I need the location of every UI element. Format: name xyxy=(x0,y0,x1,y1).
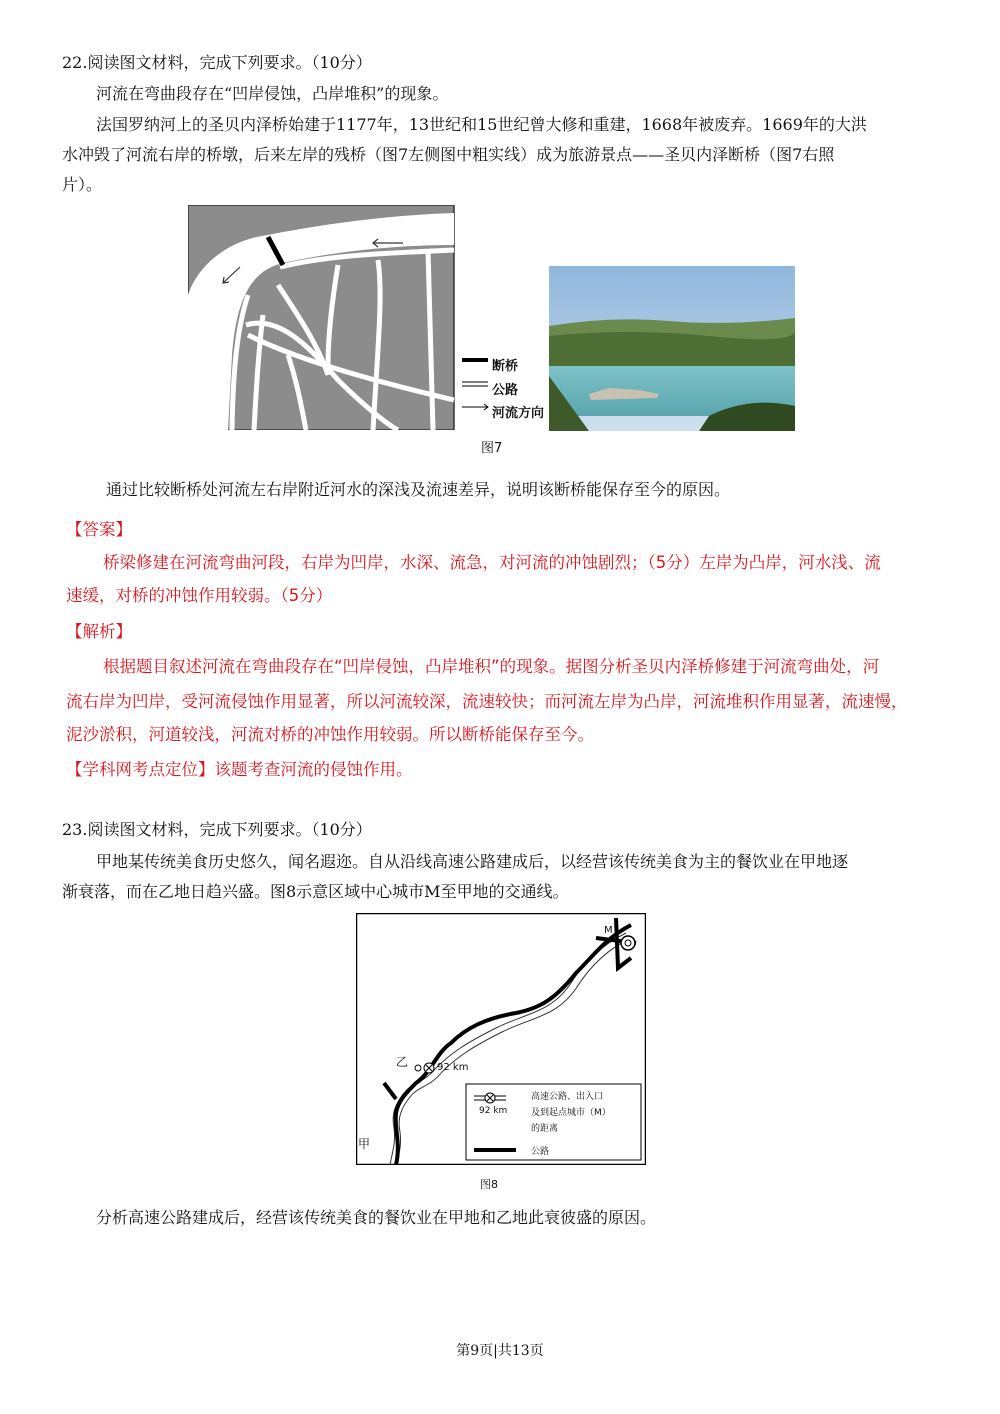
q22-kaodian: 【学科网考点定位】该题考查河流的侵蚀作用。 xyxy=(66,760,413,779)
q22-answer-line1: 桥梁修建在河流弯曲河段，右岸为凹岸，水深、流急，对河流的冲蚀剧烈；（5分）左岸为凸岸，河水浅、流 xyxy=(103,553,881,572)
q22-para2-line3: 片）。 xyxy=(62,175,103,194)
figure8-map xyxy=(356,913,646,1165)
legend-highway-line3: 的距离 xyxy=(531,1124,559,1134)
q22-answer-line2: 速缓，对桥的冲蚀作用较弱。（5分） xyxy=(66,586,333,605)
q22-para2-line2: 水冲毁了河流右岸的桥墩，后来左岸的残桥（图7左侧图中粗实线）成为旅游景点——圣贝内泽断桥（图7右照 xyxy=(62,145,835,164)
legend-road: 公路 xyxy=(492,383,519,398)
q22-analysis-line3: 泥沙淤积，河道较浅，河流对桥的冲蚀作用较弱。所以断桥能保存至今。 xyxy=(66,725,594,744)
q22-analysis-label: 【解析】 xyxy=(66,622,132,641)
legend-road-8: 公路 xyxy=(531,1147,550,1157)
q23-para1-line2: 渐衰落，而在乙地日趋兴盛。图8示意区域中心城市M至甲地的交通线。 xyxy=(62,882,569,901)
map-label-m: M xyxy=(604,925,613,936)
q22-answer-label: 【答案】 xyxy=(66,520,132,539)
page-footer: 第9页|共13页 xyxy=(456,1343,544,1359)
q22-question: 通过比较断桥处河流左右岸附近河水的深浅及流速差异，说明该断桥能保存至今的原因。 xyxy=(106,480,731,499)
q23-question: 分析高速公路建成后，经营该传统美食的餐饮业在甲地和乙地此衰彼盛的原因。 xyxy=(96,1208,657,1227)
legend-highway-line1: 高速公路、出入口 xyxy=(531,1092,604,1102)
q22-analysis-line1: 根据题目叙述河流在弯曲段存在“凹岸侵蚀，凸岸堆积”的现象。据图分析圣贝内泽桥修建于河流弯曲处，河 xyxy=(103,657,880,676)
q22-title: 22.阅读图文材料，完成下列要求。（10分） xyxy=(62,53,372,72)
map-label-yi: 乙 xyxy=(396,1055,409,1069)
legend-distance: 92 km xyxy=(479,1106,508,1116)
figure7-photo xyxy=(549,266,795,431)
q23-para1-line1: 甲地某传统美食历史悠久，闻名遐迩。自从沿线高速公路建成后，以经营该传统美食为主的餐饮业在甲地逐 xyxy=(96,852,849,871)
q22-analysis-line2: 流右岸为凹岸，受河流侵蚀作用显著，所以河流较深，流速较快；而河流左岸为凸岸，河流堆积作用显著，流速慢， xyxy=(66,692,908,711)
legend-flow: 河流方向 xyxy=(492,406,545,421)
legend-highway-line2: 及到起点城市（M） xyxy=(531,1108,611,1118)
q23-title: 23.阅读图文材料，完成下列要求。（10分） xyxy=(62,820,372,839)
q22-para1: 河流在弯曲段存在“凹岸侵蚀，凸岸堆积”的现象。 xyxy=(96,84,449,103)
map-label-jia: 甲 xyxy=(358,1137,371,1151)
q22-para2-line1: 法国罗纳河上的圣贝内泽桥始建于1177年，13世纪和15世纪曾大修和重建，1668年被废弃。1669年的大洪 xyxy=(96,115,867,134)
figure7-caption: 图7 xyxy=(481,441,503,456)
map-distance: 92 km xyxy=(437,1062,469,1073)
legend-broken-bridge: 断桥 xyxy=(492,359,519,374)
figure8-caption: 图8 xyxy=(480,1178,498,1191)
